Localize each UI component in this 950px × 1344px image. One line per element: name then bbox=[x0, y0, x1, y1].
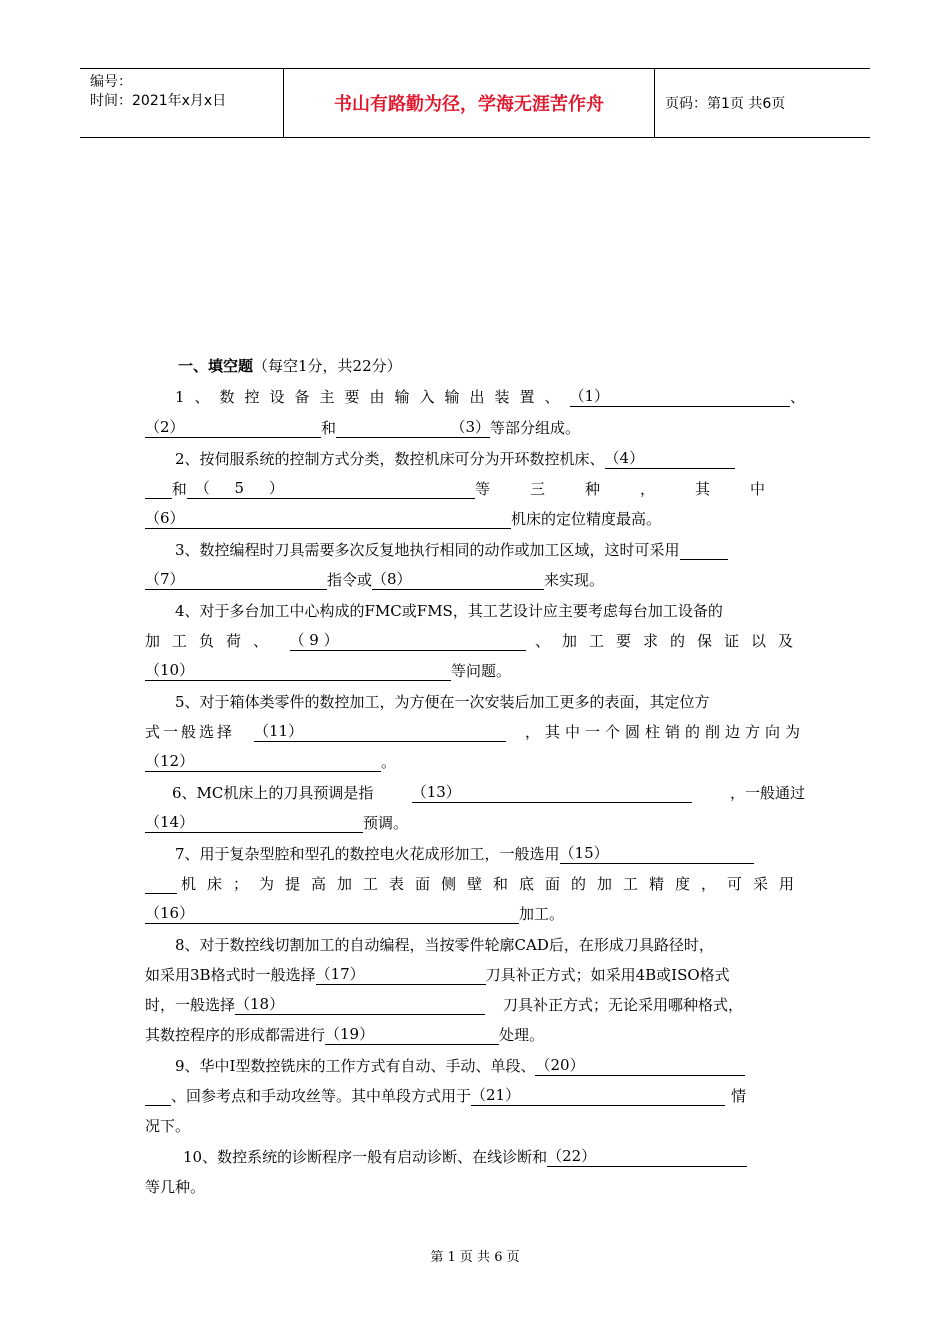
question-7-line-3: （16） 加工。 bbox=[145, 904, 565, 923]
blank-21[interactable]: （21） bbox=[471, 1085, 725, 1106]
question-6-line-2: （14） 预调。 bbox=[145, 813, 409, 832]
blank-4[interactable]: （4） bbox=[605, 448, 735, 469]
section-note: （每空1分，共22分） bbox=[253, 357, 402, 375]
blank-10[interactable]: （10） bbox=[145, 660, 451, 681]
blank-19[interactable]: （19） bbox=[325, 1024, 499, 1045]
question-8-line-4: 其数控程序的形成都需进行（19） 处理。 bbox=[145, 1025, 545, 1044]
question-7-line-1: 7、用于复杂型腔和型孔的数控电火花成形加工，一般选用（15） bbox=[175, 843, 835, 865]
serial-label: 编号： bbox=[90, 74, 132, 90]
section-title: 一、填空题 bbox=[178, 357, 254, 375]
blank-18[interactable]: （18） bbox=[235, 994, 485, 1015]
question-3-line-1: 3、数控编程时刀具需要多次反复地执行相同的动作或加工区域，这时可采用 bbox=[175, 539, 825, 561]
blank-5[interactable]: （ 5 ） bbox=[187, 478, 475, 499]
blank-14[interactable]: （14） bbox=[145, 812, 363, 833]
blank-2[interactable]: （2） bbox=[145, 417, 321, 438]
blank-9[interactable]: （ 9 ） bbox=[290, 630, 526, 651]
blank-3[interactable]: （3） bbox=[336, 417, 490, 438]
date-label: 时间：2021年x月x日 bbox=[90, 93, 227, 109]
question-9-line-1: 9、华中Ⅰ型数控铣床的工作方式有自动、手动、单段、（20） bbox=[175, 1055, 835, 1077]
blank-13[interactable]: （13） bbox=[412, 782, 692, 803]
question-10-line-2: 等几种。 bbox=[145, 1178, 206, 1196]
question-8-line-1: 8、对于数控线切割加工的自动编程，当按零件轮廓CAD后，在形成刀具路径时， bbox=[175, 936, 714, 954]
blank-17[interactable]: （17） bbox=[316, 964, 486, 985]
header-left-cell bbox=[80, 69, 283, 137]
question-5-line-2: 式一般选择 （11） ，其中一个圆柱销的削边方向为 bbox=[145, 722, 805, 741]
blank-22[interactable]: （22） bbox=[547, 1146, 747, 1167]
page-info: 页码：第1页 共6页 bbox=[665, 96, 786, 112]
blank-20[interactable]: （20） bbox=[535, 1055, 745, 1076]
section-heading bbox=[178, 355, 838, 377]
header-table bbox=[80, 68, 870, 138]
blank-6[interactable]: （6） bbox=[145, 508, 511, 529]
blank-1[interactable]: （1） bbox=[570, 386, 790, 407]
question-7-line-2: 机床；为提高加工表面侧壁和底面的加工精度，可采用 bbox=[145, 873, 805, 895]
motto: 书山有路勤为径，学海无涯苦作舟 bbox=[283, 69, 655, 137]
question-9-line-3: 况下。 bbox=[145, 1117, 191, 1135]
question-2-line-1: 2、按伺服系统的控制方式分类，数控机床可分为开环数控机床、（4） bbox=[175, 448, 815, 470]
question-4-line-1: 4、对于多台加工中心构成的FMC或FMS，其工艺设计应主要考虑每台加工设备的 bbox=[175, 602, 723, 620]
question-5-line-3: （12） 。 bbox=[145, 752, 397, 771]
blank-12[interactable]: （12） bbox=[145, 751, 381, 772]
question-3-line-2: （7） 指令或（8） 来实现。 bbox=[145, 570, 605, 589]
question-1-line-1: 1、数控设备主要由输入输出装置、 （1） 、 bbox=[175, 387, 805, 406]
blank-15[interactable]: （15） bbox=[560, 843, 754, 864]
question-1-line-2: （2） 和 （3）等部分组成。 bbox=[145, 418, 581, 437]
page-footer: 第 1 页 共 6 页 bbox=[430, 1250, 520, 1265]
question-2-line-2: 和 （ 5 ） 等三种，其中 bbox=[145, 478, 805, 500]
question-10-line-1: 10、数控系统的诊断程序一般有启动诊断、在线诊断和（22） bbox=[183, 1146, 823, 1168]
question-8-line-2: 如采用3B格式时一般选择（17） 刀具补正方式；如采用4B或ISO格式 bbox=[145, 965, 730, 984]
question-9-line-2: 、回参考点和手动攻丝等。其中单段方式用于（21） 情 bbox=[145, 1085, 805, 1107]
blank-7[interactable]: （7） bbox=[145, 569, 327, 590]
blank-11[interactable]: （11） bbox=[254, 721, 506, 742]
blank-8[interactable]: （8） bbox=[372, 569, 544, 590]
question-6-line-1: 6、MC机床上的刀具预调是指 （13） ，一般通过 bbox=[172, 783, 805, 802]
blank-16[interactable]: （16） bbox=[145, 903, 519, 924]
question-4-line-2: 加工负荷、 （ 9 ） 、加工要求的保证以及 bbox=[145, 631, 805, 650]
question-4-line-3: （10） 等问题。 bbox=[145, 661, 512, 680]
question-2-line-3: （6） 机床的定位精度最高。 bbox=[145, 509, 662, 528]
question-8-line-3: 时，一般选择（18） 刀具补正方式；无论采用哪种格式， bbox=[145, 995, 744, 1014]
question-5-line-1: 5、对于箱体类零件的数控加工，为方便在一次安装后加工更多的表面，其定位方 bbox=[175, 693, 710, 711]
